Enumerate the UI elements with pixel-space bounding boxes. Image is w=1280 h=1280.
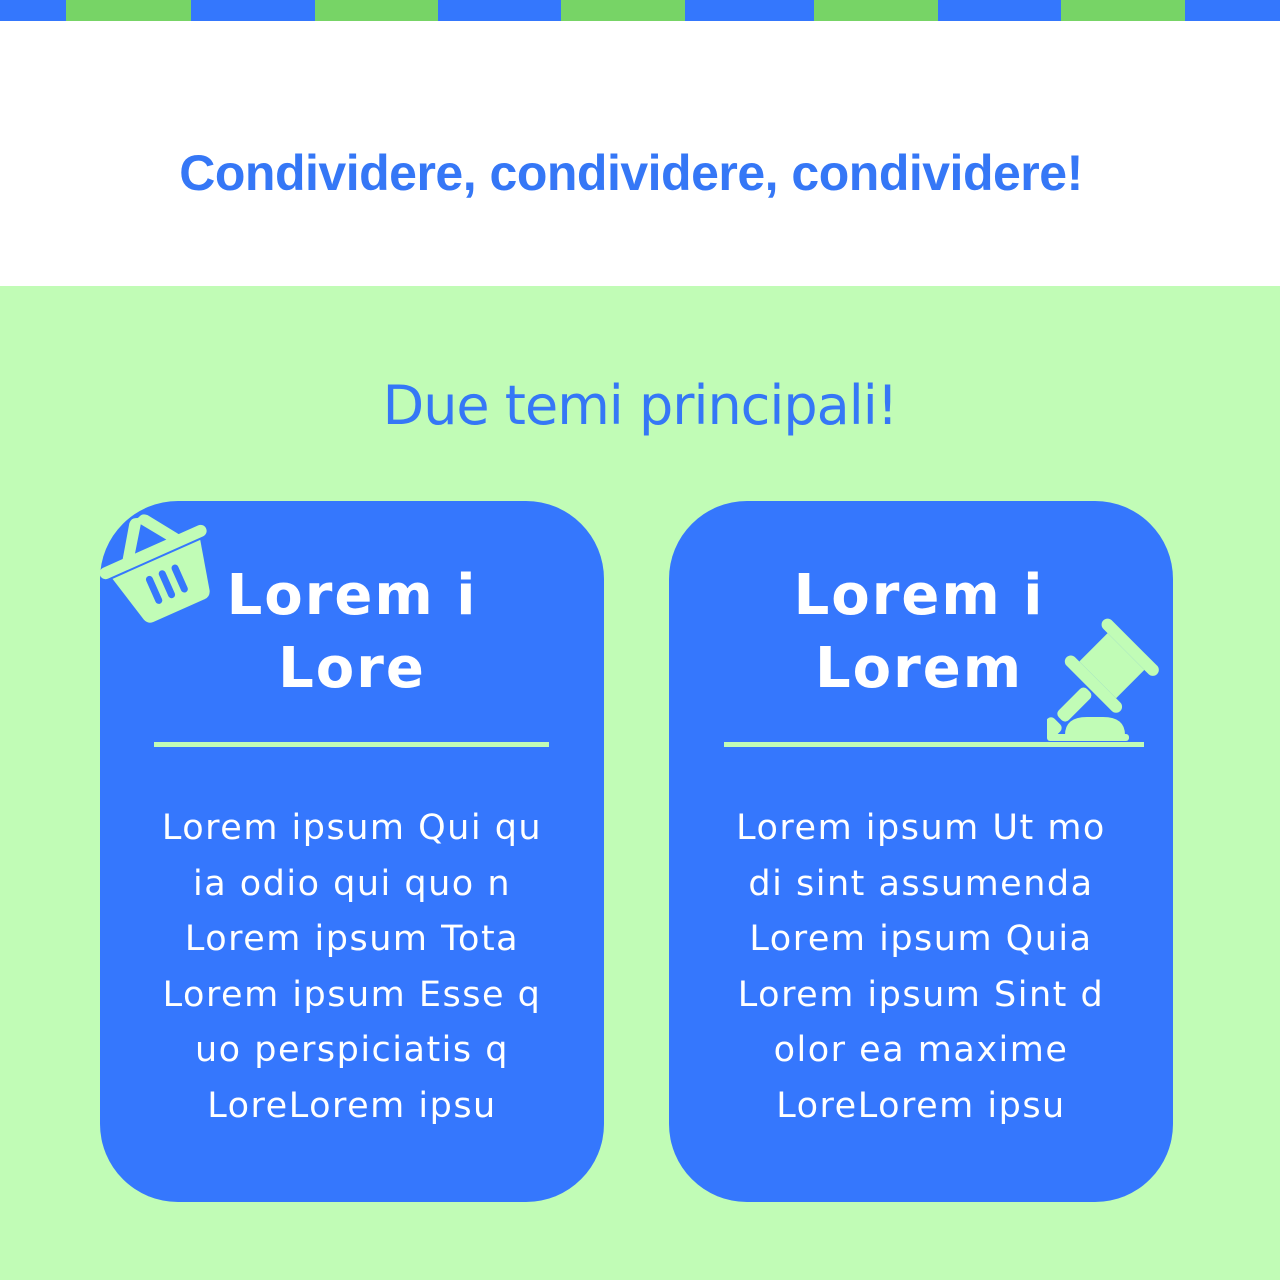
gavel-icon — [1047, 617, 1177, 751]
stripe-green — [1061, 0, 1185, 21]
stripe-blue — [438, 0, 561, 21]
card-body-line: olor ea maxime — [773, 1030, 1069, 1070]
card-body-text — [699, 801, 1143, 1134]
stripe-blue — [685, 0, 814, 21]
stripe-blue — [938, 0, 1061, 21]
stripe-blue — [0, 0, 66, 21]
card-body-line: ia odio qui quo n — [192, 863, 512, 904]
stripe-green — [66, 0, 191, 21]
card-body-line: LoreLorem ipsu — [207, 1085, 497, 1126]
card-title — [100, 559, 604, 705]
card-body-line: Lorem ipsum Quia — [749, 919, 1093, 959]
card-body-line: Lorem ipsum Esse q — [162, 974, 542, 1015]
card-title-line: Lorem — [814, 636, 1024, 701]
card-body-line: Lorem ipsum Tota — [184, 919, 520, 959]
stripe-green — [814, 0, 938, 21]
stripe-blue — [191, 0, 315, 21]
card-body-line: Lorem ipsum Qui qu — [161, 808, 543, 848]
stripe-blue — [1185, 0, 1280, 21]
page-title: Condividere, condividere, condividere! — [179, 145, 1083, 201]
card-divider — [154, 742, 549, 747]
stripe-green — [561, 0, 685, 21]
card-body-line: Lorem ipsum Sint d — [737, 974, 1105, 1015]
top-stripe-border — [0, 0, 1280, 21]
card-title-line: Lore — [278, 636, 426, 701]
card-body-line: di sint assumenda — [748, 863, 1094, 904]
card-body-text — [130, 801, 574, 1134]
section-subtitle: Due temi principali! — [382, 374, 898, 437]
topic-card-shopping — [100, 501, 604, 1202]
card-body-line: Lorem ipsum Ut mo — [736, 808, 1106, 848]
card-body-line: uo perspiciatis q — [195, 1030, 509, 1070]
topic-card-law — [669, 501, 1173, 1202]
card-title-line: Lorem i — [793, 563, 1045, 628]
card-body-line: LoreLorem ipsu — [776, 1085, 1066, 1126]
card-title-line: Lorem i — [226, 563, 478, 628]
stripe-green — [315, 0, 438, 21]
